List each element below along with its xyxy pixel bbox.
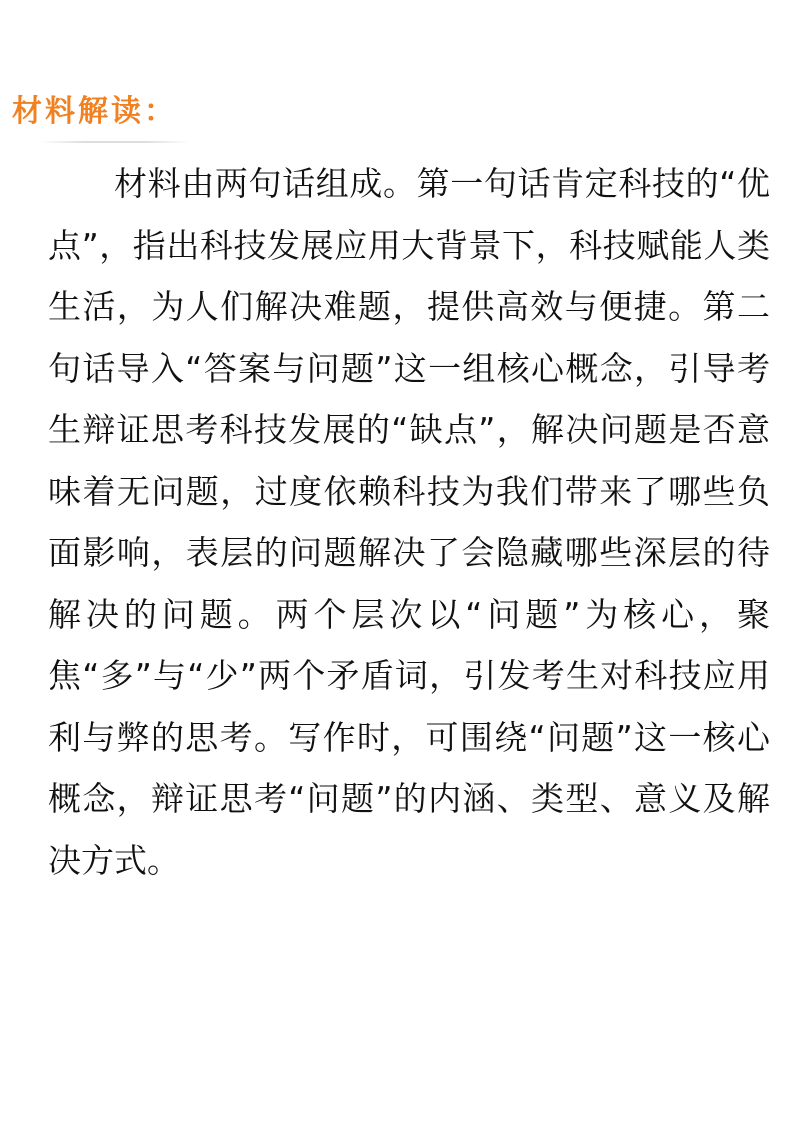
section-heading: 材料解读： xyxy=(12,94,177,129)
body-paragraph: 材料由两句话组成。第一句话肯定科技的“优点”，指出科技发展应用大背景下，科技赋能人类生活，为人们解决难题，提供高效与便捷。第二句话导入“答案与问题”这一组核心概念，引导考生辩证思考科技发展的“缺点”，解决问题是否意味着无问题，过度依赖科技为我们带来了哪些负面影响，表层的问题解决了会隐藏哪些深层的待解决的问题。两个层次以“问题”为核心，聚焦“多”与“少”两个矛盾词，引发考生对科技应用利与弊的思考。写作时，可围绕“问题”这一核心概念，辩证思考“问题”的内涵、类型、意义及解决方式。 xyxy=(48,164,770,880)
heading-divider xyxy=(40,141,190,143)
